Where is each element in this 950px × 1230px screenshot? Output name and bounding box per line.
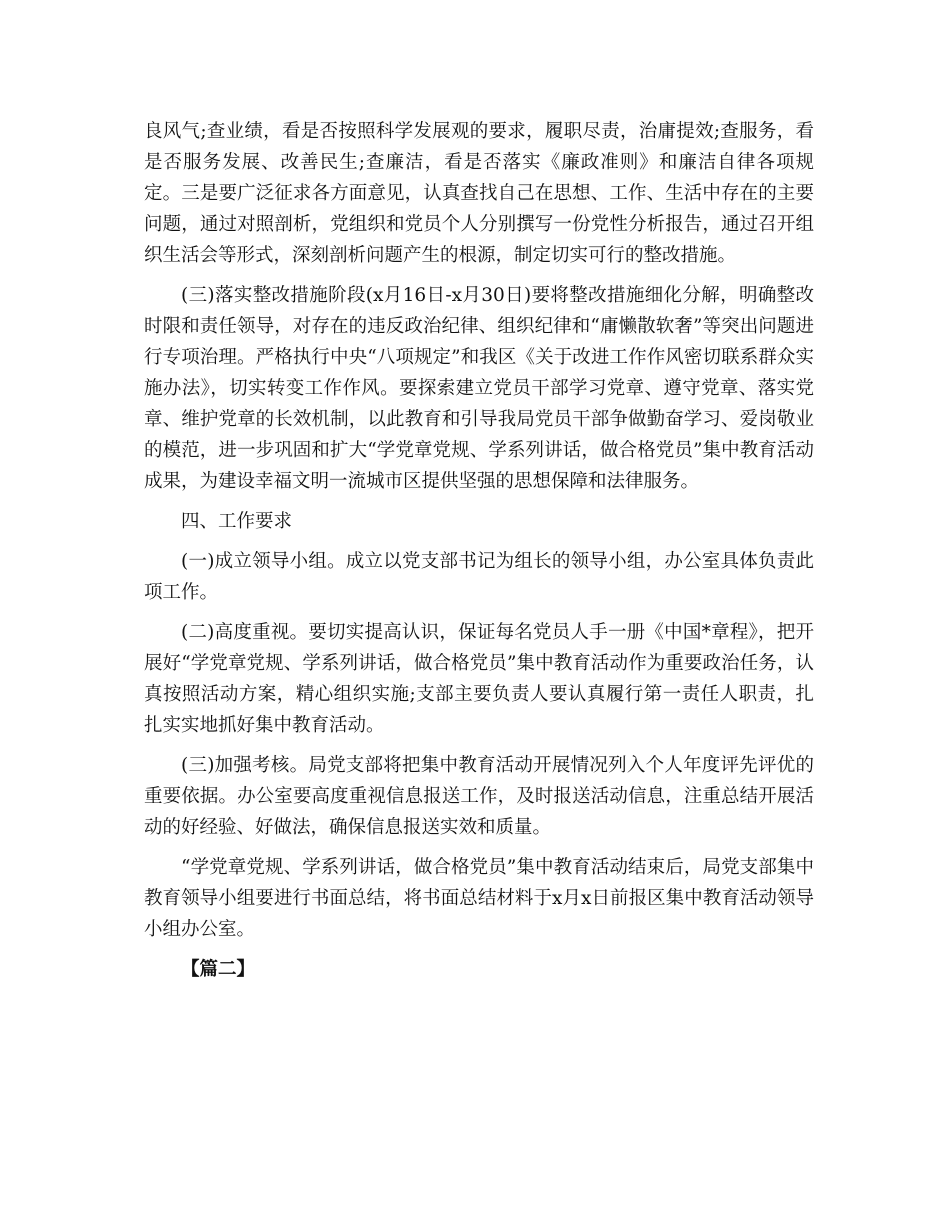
section-heading-work-requirements: 四、工作要求 [181,511,293,532]
paragraph-5: (二)高度重视。要切实提高认识，保证每名党员人手一册《中国*章程》，把开展好“学党章党规、学系列讲话，做合格党员”集中教育活动作为重要政治任务，认真按照活动方案，精心组织实施;支部主要负责人要认真履行第一责任人职责，扎扎实实地抓好集中教育活动。 [144,622,814,736]
document-page [144,116,814,994]
paragraph-7: “学党章党规、学系列讲话，做合格党员”集中教育活动结束后，局党支部集中教育领导小组要进行书面总结，将书面总结材料于x月x日前报区集中教育活动领导小组办公室。 [144,857,814,940]
part-two-heading: 【篇二】 [181,959,256,980]
paragraph-6: (三)加强考核。局党支部将把集中教育活动开展情况列入个人年度评先评优的重要依据。办公室要高度重视信息报送工作，及时报送活动信息，注重总结开展活动的好经验、好做法，确保信息报送实效和质量。 [144,755,814,838]
paragraph-2: (三)落实整改措施阶段(x月16日-x月30日)要将整改措施细化分解，明确整改时限和责任领导，对存在的违反政治纪律、组织纪律和“庸懒散软奢”等突出问题进行专项治理。严格执行中央“八项规定”和我区《关于改进工作作风密切联系群众实施办法》，切实转变工作作风。要探索建立党员干部学习党章、遵守党章、落实党章、维护党章的长效机制，以此教育和引导我局党员干部争做勤奋学习、爱岗敬业的模范，进一步巩固和扩大“学党章党规、学系列讲话，做合格党员”集中教育活动成果，为建设幸福文明一流城市区提供坚强的思想保障和法律服务。 [144,285,814,492]
paragraph-4: (一)成立领导小组。成立以党支部书记为组长的领导小组，办公室具体负责此项工作。 [144,551,814,603]
paragraph-1: 良风气;查业绩，看是否按照科学发展观的要求，履职尽责，治庸提效;查服务，看是否服务发展、改善民生;查廉洁，看是否落实《廉政准则》和廉洁自律各项规定。三是要广泛征求各方面意见，认真查找自己在思想、工作、生活中存在的主要问题，通过对照剖析，党组织和党员个人分别撰写一份党性分析报告，通过召开组织生活会等形式，深刻剖析问题产生的根源，制定切实可行的整改措施。 [144,121,814,266]
